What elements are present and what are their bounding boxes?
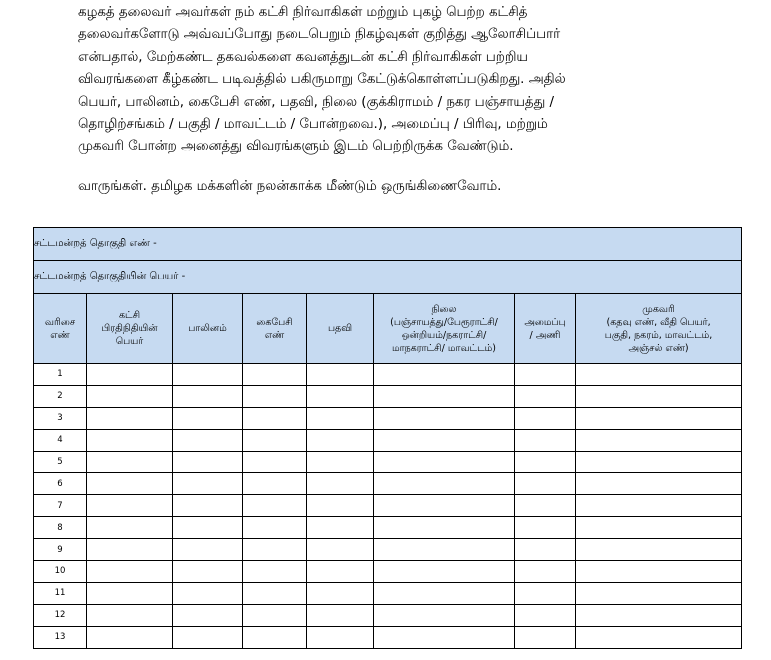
form-cell[interactable] [515,517,576,539]
form-cell[interactable] [307,495,374,517]
form-cell[interactable] [87,385,173,407]
form-cell[interactable] [374,626,515,648]
row-number: 3 [34,407,87,429]
form-cell[interactable] [173,495,243,517]
form-cell[interactable] [576,385,742,407]
form-cell[interactable] [243,539,307,561]
representatives-form-table [33,227,742,649]
form-cell[interactable] [173,429,243,451]
table-row [34,561,742,583]
form-cell[interactable] [307,626,374,648]
instruction-paragraph [78,2,676,159]
form-cell[interactable] [173,517,243,539]
row-number: 2 [34,385,87,407]
row-number: 9 [34,539,87,561]
table-row [34,429,742,451]
form-cell[interactable] [576,451,742,473]
row-number: 5 [34,451,87,473]
form-cell[interactable] [515,407,576,429]
row-number: 10 [34,561,87,583]
form-cell[interactable] [374,385,515,407]
form-cell[interactable] [87,517,173,539]
form-cell[interactable] [576,517,742,539]
table-row [34,364,742,386]
form-cell[interactable] [307,473,374,495]
form-cell[interactable] [87,626,173,648]
table-row [34,451,742,473]
row-number: 8 [34,517,87,539]
form-cell[interactable] [87,364,173,386]
form-cell[interactable] [576,561,742,583]
form-cell[interactable] [173,604,243,626]
form-cell[interactable] [576,473,742,495]
form-cell[interactable] [515,604,576,626]
form-cell[interactable] [307,385,374,407]
form-cell[interactable] [515,539,576,561]
form-cell[interactable] [515,385,576,407]
column-header: அமைப்பு / அணி [515,294,576,364]
constituency-name-label: சட்டமன்றத் தொகுதியின் பெயர் - [34,261,742,294]
form-cell[interactable] [374,539,515,561]
form-cell[interactable] [243,407,307,429]
form-cell[interactable] [374,495,515,517]
column-header: கைபேசி எண் [243,294,307,364]
paragraph-line: தொழிற்சங்கம் / பகுதி / மாவட்டம் / போன்றவை.), அமைப்பு / பிரிவு, மற்றும் [78,117,548,133]
form-cell[interactable] [87,429,173,451]
form-cell[interactable] [87,582,173,604]
form-cell[interactable] [87,473,173,495]
form-cell[interactable] [87,539,173,561]
form-cell[interactable] [515,473,576,495]
form-cell[interactable] [243,517,307,539]
column-header-row [34,294,742,364]
form-cell[interactable] [173,626,243,648]
form-cell[interactable] [307,517,374,539]
column-header: பாலினம் [173,294,243,364]
form-body [34,364,742,649]
paragraph-line: என்பதால், மேற்கண்ட தகவல்களை கவனத்துடன் கட்சி நிர்வாகிகள் பற்றிய [78,49,528,65]
form-cell[interactable] [87,604,173,626]
paragraph-line: தலைவர்களோடு அவ்வப்போது நடைபெறும் நிகழ்வுகள் குறித்து ஆலோசிப்பார் [78,27,561,43]
form-cell[interactable] [307,561,374,583]
form-cell[interactable] [173,473,243,495]
form-cell[interactable] [374,582,515,604]
column-header: கட்சி பிரதிநிதியின் பெயர் [87,294,173,364]
form-cell[interactable] [243,473,307,495]
form-cell[interactable] [243,429,307,451]
form-cell[interactable] [515,429,576,451]
form-cell[interactable] [243,385,307,407]
form-cell[interactable] [243,604,307,626]
form-cell[interactable] [576,539,742,561]
row-number: 13 [34,626,87,648]
column-header: நிலை (பஞ்சாயத்து/பேரூராட்சி/ ஒன்றியம்/நகராட்சி/ மாநகராட்சி/ மாவட்டம்) [374,294,515,364]
form-cell[interactable] [173,407,243,429]
table-row [34,407,742,429]
form-cell[interactable] [307,539,374,561]
form-cell[interactable] [307,407,374,429]
paragraph-line: முகவரி போன்ற அனைத்து விவரங்களும் இடம் பெற்றிருக்க வேண்டும். [78,139,514,155]
closing-line: வாருங்கள். தமிழக மக்களின் நலன்காக்க மீண்டும் ஒருங்கிணைவோம். [78,179,502,194]
constituency-number-label: சட்டமன்றத் தொகுதி எண் - [34,228,742,261]
row-number: 4 [34,429,87,451]
form-cell[interactable] [374,429,515,451]
table-row [34,539,742,561]
form-cell[interactable] [173,561,243,583]
form-cell[interactable] [307,582,374,604]
form-cell[interactable] [576,364,742,386]
column-header: முகவரி (கதவு எண், வீதி பெயர், பகுதி, நகரம், மாவட்டம், அஞ்சல் எண்) [576,294,742,364]
form-cell[interactable] [374,561,515,583]
form-cell[interactable] [307,364,374,386]
column-header: வரிசை எண் [34,294,87,364]
form-cell[interactable] [374,364,515,386]
form-cell[interactable] [243,364,307,386]
form-cell[interactable] [515,626,576,648]
form-cell[interactable] [515,582,576,604]
row-number: 6 [34,473,87,495]
row-number: 7 [34,495,87,517]
form-cell[interactable] [243,451,307,473]
table-row [34,473,742,495]
column-header: பதவி [307,294,374,364]
table-row [34,495,742,517]
row-number: 12 [34,604,87,626]
form-cell[interactable] [173,364,243,386]
form-cell[interactable] [576,604,742,626]
form-cell[interactable] [515,364,576,386]
form-cell[interactable] [87,495,173,517]
table-row [34,385,742,407]
form-cell[interactable] [307,429,374,451]
form-cell[interactable] [515,495,576,517]
form-cell[interactable] [374,604,515,626]
paragraph-line: விவரங்களை கீழ்கண்ட படிவத்தில் பகிருமாறு கேட்டுக்கொள்ளப்படுகிறது. அதில் [78,72,566,88]
table-row [34,626,742,648]
row-number: 11 [34,582,87,604]
form-cell[interactable] [515,451,576,473]
form-cell[interactable] [515,561,576,583]
form-cell[interactable] [243,626,307,648]
table-row [34,582,742,604]
form-cell[interactable] [87,407,173,429]
form-cell[interactable] [173,539,243,561]
form-cell[interactable] [374,473,515,495]
paragraph-line: பெயர், பாலினம், கைபேசி எண், பதவி, நிலை (குக்கிராமம் / நகர பஞ்சாயத்து / [78,94,555,110]
table-row [34,517,742,539]
row-number: 1 [34,364,87,386]
form-cell[interactable] [173,582,243,604]
form-cell[interactable] [243,495,307,517]
form-cell[interactable] [307,451,374,473]
form-cell[interactable] [576,429,742,451]
form-cell[interactable] [576,582,742,604]
form-cell[interactable] [87,561,173,583]
table-row [34,604,742,626]
form-cell[interactable] [576,407,742,429]
form-cell[interactable] [243,561,307,583]
form-cell[interactable] [576,626,742,648]
form-cell[interactable] [173,451,243,473]
form-cell[interactable] [374,517,515,539]
form-cell[interactable] [87,451,173,473]
paragraph-line: கழகத் தலைவர் அவர்கள் நம் கட்சி நிர்வாகிகள் மற்றும் புகழ் பெற்ற கட்சித் [78,5,528,20]
form-cell[interactable] [374,407,515,429]
form-cell[interactable] [576,495,742,517]
form-cell[interactable] [307,604,374,626]
form-cell[interactable] [173,385,243,407]
form-cell[interactable] [243,582,307,604]
form-cell[interactable] [374,451,515,473]
